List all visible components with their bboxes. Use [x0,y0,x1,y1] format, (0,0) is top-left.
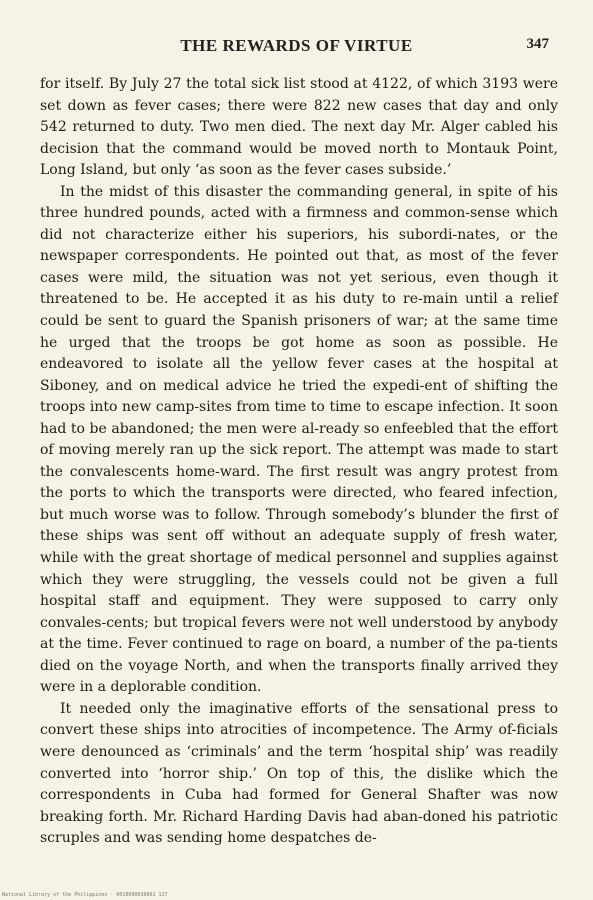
library-stamp: National Library of the Philippines · 0010000036001 117 [2,892,168,898]
body-text [40,74,558,850]
running-head [0,36,593,60]
paragraph: It needed only the imaginative efforts of the sensational press to convert these ships into atrocities of incompetence. The Army of-ficials were denounced as ‘criminals’ and the term ‘hospital ship’ was readily converted into ‘horror ship.’ On top of this, the dislike which the correspondents in Cuba had formed for General Shafter was now breaking forth. Mr. Richard Harding Davis had aban-doned his patriotic scruples and was sending home despatches de- [40,700,558,847]
page-number: 347 [526,36,549,52]
paragraph-continued: for itself. By July 27 the total sick list stood at 4122, of which 3193 were set down as fever cases; there were 822 new cases that day and only 542 returned to duty. Two men died. The next day Mr. Alger cabled his decision that the command would be moved north to Montauk Point, Long Island, but only ‘as soon as the fever cases subside.’ [40,76,558,179]
paragraph: In the midst of this disaster the commanding general, in spite of his three hundred pounds, acted with a firmness and common-sense which did not characterize either his superiors, his subordi-nates, or the newspaper correspondents. He pointed out that, as most of the fever cases were mild, the situation was not yet serious, even though it threatened to be. He accepted it as his duty to re-main until a relief could be sent to guard the Spanish prisoners of war; at the same time he urged that the troops be got home as soon as possible. He endeavored to isolate all the yellow fever cases at the hospital at Siboney, and on medical advice he tried the expedi-ent of shifting the troops into new camp-sites from time to time to escape infection. It soon had to be abandoned; the men were al-ready so enfeebled that the effort of moving merely ran up the sick report. The attempt was made to start the convalescents home-ward. The first result was angry protest from the ports to which the transports were directed, who feared infection, but much worse was to follow. Through somebody’s blunder the first of these ships was sent off without an adequate supply of fresh water, while with the great shortage of medical personnel and supplies against which they were struggling, the vessels could not be given a full hospital staff and equipment. They were supposed to carry only convales-cents; but tropical fevers were not well understood by anybody at the time. Fever continued to rage on board, a number of the pa-tients died on the voyage North, and when the transports finally arrived they were in a deplorable condition. [40,183,558,696]
running-title: THE REWARDS OF VIRTUE [180,36,413,55]
